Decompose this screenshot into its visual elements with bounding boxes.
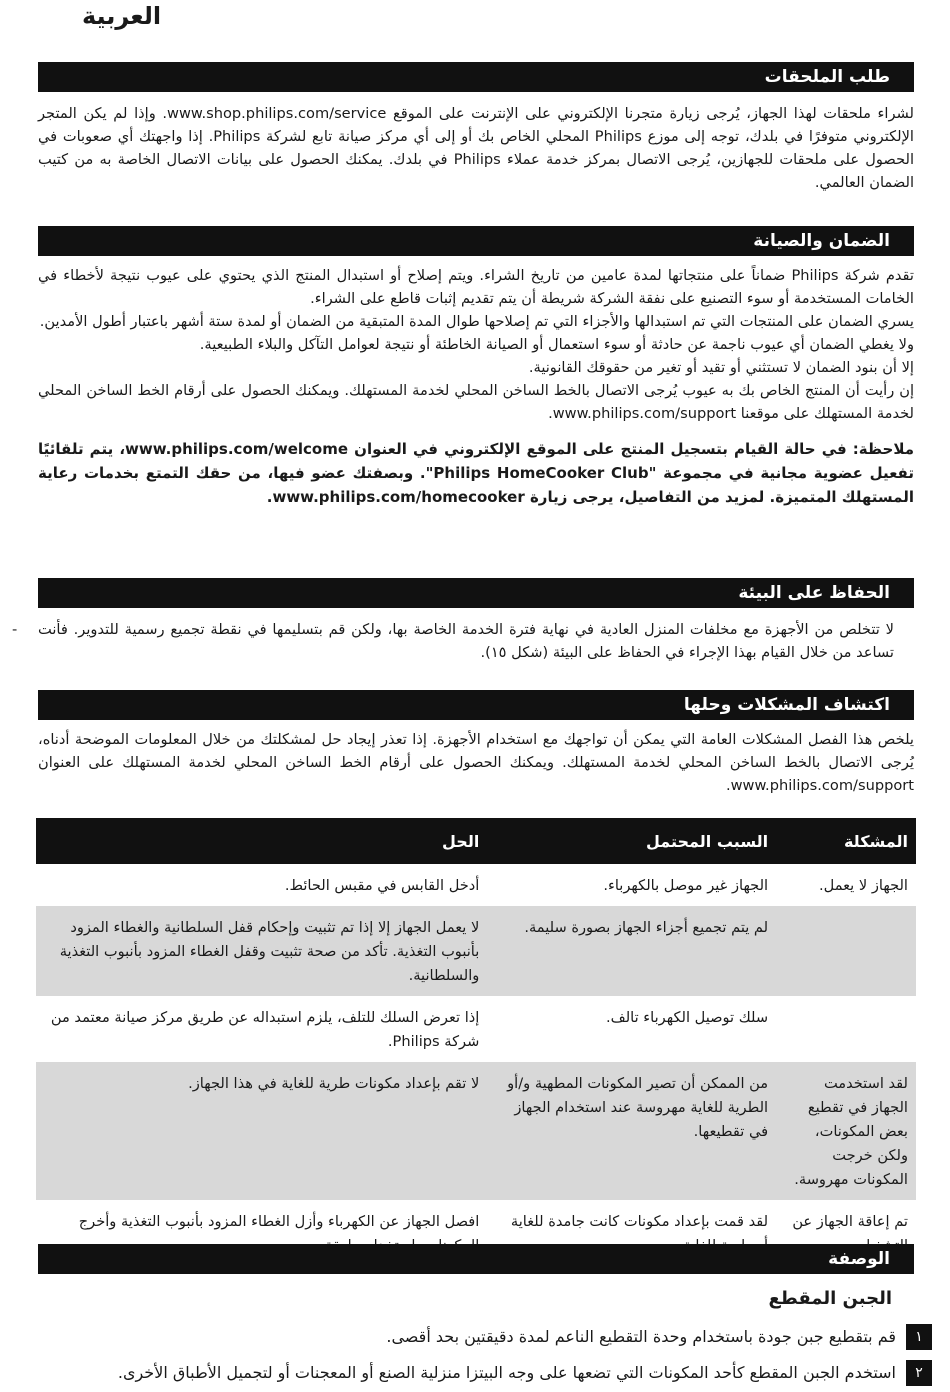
cause-cell: سلك توصيل الكهرباء تالف. [605, 1009, 769, 1026]
section-title-environment: الحفاظ على البيئة [38, 578, 914, 608]
recipe-step-2 [118, 1360, 932, 1386]
troubleshooting-intro: يلخص هذا الفصل المشكلات العامة التي يمكن أن تواجهك مع استخدام الأجهزة. إذا تعذر إيجاد حل لمشكلتك من خلال المعلومات الموضحة أدناه، يُرجى الاتصال بالخط الساخن المحلي لخدمة المستهلك. ويمكنك الحصول على أرقام الخط الساخن المحلي لخدمة المستهلك على العنوان www.philips.com/support. [38, 731, 914, 794]
recipe-step-1 [386, 1324, 932, 1350]
accessories-paragraph: لشراء ملحقات لهذا الجهاز، يُرجى زيارة متجرنا الإلكتروني على الإنترنت على الموقع www.shop.philips.com/service. وإذا لم يكن المتجر الإلكتروني متوفرًا في بلدك، توجه إلى موزع Philips المحلي الخاص بك أو إلى أي مركز صيانة تابع لشركة Philips. إذا واجهتك أي صعوبات في الحصول على ملحقات للجهازين، يُرجى الاتصال بمركز خدمة عملاء Philips في بلدك. يمكنك الحصول على بيانات الاتصال الخاصة به من كتيب الضمان العالمي. [38, 105, 914, 191]
guarantee-paragraph-1: تقدم شركة Philips ضماناً على منتجاتها لمدة عامين من تاريخ الشراء. ويتم إصلاح أو استبدال المنتج الذي يحتوي على عيوب نتيجة لأخطاء في الخامات المستخدمة أو سوء التصنيع على نفقة الشركة شريطة أن يتم تقديم إثبات قاطع على الشراء. [38, 267, 914, 307]
solution-cell: أدخل القابس في مقبس الحائط. [284, 877, 480, 894]
problem-cell [776, 996, 916, 1062]
table-row [36, 1062, 916, 1200]
cause-cell: الجهاز غير موصل بالكهرباء. [603, 877, 769, 894]
table-header-row [36, 818, 916, 864]
guarantee-paragraph-2: يسري الضمان على المنتجات التي تم استبدالها والأجزاء التي تم إصلاحها طوال المدة المتبقية من الضمان أو لمدة ستة أشهر باعتبار أطول الأمدين. [39, 313, 914, 330]
environment-text: لا تتخلص من الأجهزة مع مخلفات المنزل العادية في نهاية فترة الخدمة الخاصة بها، ولكن قم بتسليمها في نقطة تجميع رسمية للتدوير. فأنت تساعد من خلال القيام بهذا الإجراء في الحفاظ على البيئة (شكل ١٥). [38, 621, 894, 661]
section-environment [12, 578, 914, 664]
section-recipes [38, 1244, 914, 1274]
bullet-dash: - [12, 621, 18, 638]
problem-cell: تم إعاقة الجهاز عن [792, 1213, 908, 1230]
guarantee-paragraph-3: ولا يغطي الضمان أي عيوب ناجمة عن حادثة أو سوء استعمال أو الصيانة الخاطئة أو نتيجة لعوامل التآكل والبلاء الطبيعية. [199, 336, 914, 353]
section-accessories [38, 62, 914, 194]
table-row [36, 996, 916, 1062]
solution-cell: إذا تعرض السلك للتلف، يلزم استبداله عن طريق مركز صيانة معتمد من شركة Philips. [50, 1009, 480, 1050]
section-title-recipes: الوصفة [38, 1244, 914, 1274]
cause-cell: لم يتم تجميع أجزاء الجهاز بصورة سليمة. [487, 906, 776, 996]
problem-cell [776, 906, 916, 996]
section-guarantee [38, 226, 914, 509]
section-troubleshooting [38, 690, 914, 797]
table-row [36, 864, 916, 906]
step-text: قم بتقطيع جبن جودة باستخدام وحدة التقطيع الناعم لمدة دقيقتين بحد أقصى. [386, 1327, 896, 1346]
guarantee-paragraph-5: إن رأيت أن المنتج الخاص بك به عيوب يُرجى الاتصال بالخط الساخن المحلي لخدمة المستهلك. ويمكنك الحصول على أرقام الخط الساخن المحلي لخدمة المستهلك على موقعنا www.philips.com/support. [38, 382, 914, 422]
step-number: ٢ [906, 1360, 932, 1386]
problem-cell: الجهاز لا يعمل. [819, 877, 908, 894]
cause-cell: لقد قمت بإعداد مكونات كانت جامدة للغاية [510, 1213, 769, 1230]
step-text: استخدم الجبن المقطع كأحد المكونات التي تضعها على وجه البيتزا منزلية الصنع أو المعجنات أو لتجميل الأطباق الأخرى. [117, 1363, 896, 1382]
section-title-guarantee: الضمان والصيانة [38, 226, 914, 256]
troubleshooting-table [36, 818, 916, 1266]
solution-cell: افصل الجهاز عن الكهرباء وأزل الغطاء المزود بأنبوب التغذية وأخرج [78, 1213, 480, 1230]
solution-cell: لا يعمل الجهاز إلا إذا تم تثبيت وإحكام قفل السلطانية والغطاء المزود بأنبوب التغذية. تأكد من صحة تثبيت وقفل الغطاء المزود بأنبوب التغذية والسلطانية. [36, 906, 487, 996]
solution-cell: لا تقم بإعداد مكونات طرية للغاية في هذا الجهاز. [36, 1062, 487, 1200]
registration-note: ملاحظة: في حالة القيام بتسجيل المنتج على الموقع الإلكتروني في العنوان www.philips.com/welcome، يتم تلقائيًا تفعيل عضوية مجانية في مجموعة "Philips HomeCooker Club". وبصفتك عضو فيها، من حقك التمتع بخدمات رعاية المستهلك المتميزة. لمزيد من التفاصيل، يرجى زيارة www.philips.com/homecooker. [38, 440, 915, 506]
section-title-troubleshooting: اكتشاف المشكلات وحلها [38, 690, 914, 720]
environment-bullet [12, 618, 914, 664]
header-solution: الحل [36, 818, 487, 864]
cause-cell: من الممكن أن تصير المكونات المطهية و/أو الطرية للغاية مهروسة عند استخدام الجهاز في تقطيعها. [487, 1062, 776, 1200]
step-number: ١ [906, 1324, 932, 1350]
table-row [36, 906, 916, 996]
recipe-subtitle: الجبن المقطع [768, 1288, 892, 1309]
guarantee-paragraph-4: إلا أن بنود الضمان لا تستثني أو تقيد أو تغير من حقوقك القانونية. [528, 359, 914, 376]
section-title-accessories: طلب الملحقات [38, 62, 914, 92]
language-title: العربية [82, 2, 162, 30]
problem-cell: لقد استخدمت الجهاز في تقطيع بعض المكونات، ولكن خرجت المكونات مهروسة. [776, 1062, 916, 1200]
header-problem: المشكلة [776, 818, 916, 864]
header-cause: السبب المحتمل [487, 818, 776, 864]
